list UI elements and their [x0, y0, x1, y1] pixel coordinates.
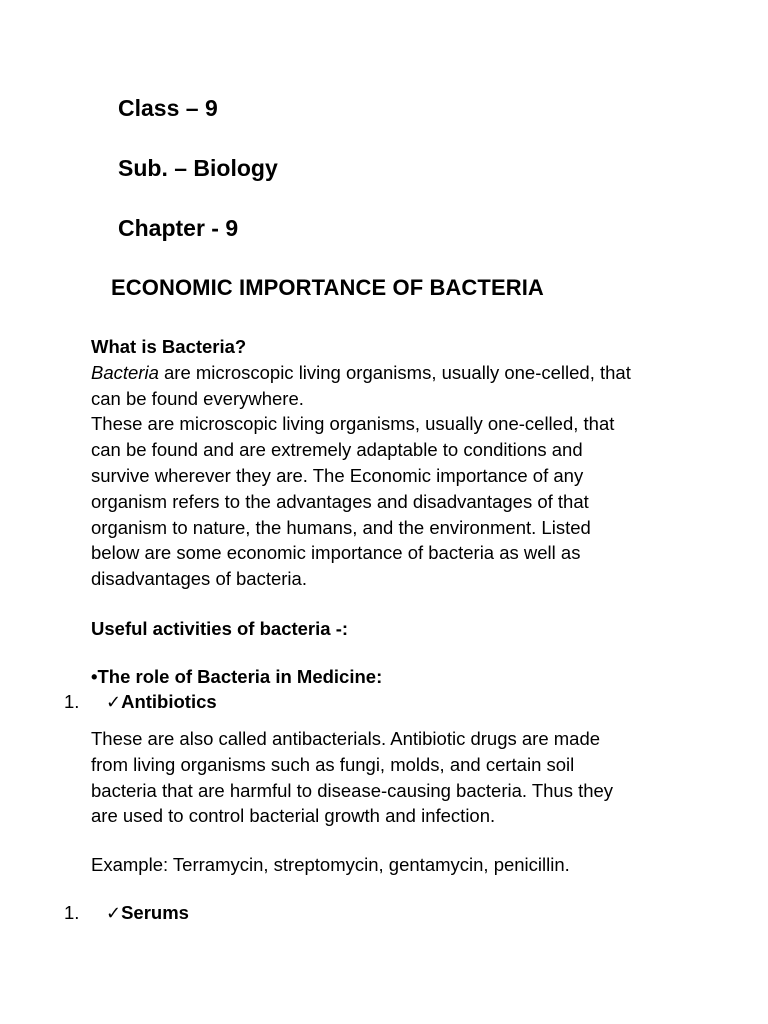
intro-section	[91, 334, 691, 592]
list-label: Antibiotics	[121, 691, 217, 712]
checkmark-icon: ✓	[106, 903, 122, 924]
intro-body-line: survive wherever they are. The Economic importance of any	[91, 464, 584, 486]
antibiotics-description	[91, 726, 691, 829]
intro-heading: What is Bacteria?	[91, 336, 247, 357]
definition-line-2: can be found everywhere.	[91, 387, 304, 409]
checkmark-icon: ✓	[106, 692, 122, 713]
antibiotics-line: are used to control bacterial growth and infection.	[91, 805, 496, 827]
medicine-heading: •The role of Bacteria in Medicine:	[91, 666, 383, 687]
definition-term: Bacteria	[91, 361, 159, 383]
antibiotics-line: bacteria that are harmful to disease-causing bacteria. Thus they	[91, 779, 614, 801]
intro-body-line: organism to nature, the humans, and the environment. Listed	[91, 516, 591, 538]
antibiotics-line: These are also called antibacterials. Antibiotic drugs are made	[91, 728, 601, 749]
antibiotics-example: Example: Terramycin, streptomycin, gentamycin, penicillin.	[91, 854, 570, 875]
list-item-serums	[64, 900, 189, 926]
antibiotics-line: from living organisms such as fungi, molds, and certain soil	[91, 753, 575, 775]
definition-line-1	[91, 360, 691, 386]
list-number: 1.	[64, 691, 80, 712]
class-heading: Class – 9	[118, 95, 218, 121]
chapter-heading: Chapter - 9	[118, 215, 239, 241]
intro-body-line: below are some economic importance of bacteria as well as	[91, 542, 581, 564]
intro-body-line: can be found and are extremely adaptable to conditions and	[91, 439, 583, 461]
list-number: 1.	[64, 902, 80, 923]
intro-body-line: These are microscopic living organisms, usually one-celled, that	[91, 413, 615, 435]
intro-body-line: disadvantages of bacteria.	[91, 568, 307, 590]
subject-heading: Sub. – Biology	[118, 155, 278, 181]
intro-body-line: organism refers to the advantages and disadvantages of that	[91, 490, 589, 512]
definition-rest: are microscopic living organisms, usually one-celled, that	[158, 361, 631, 383]
list-item-antibiotics	[64, 689, 217, 715]
document-title: ECONOMIC IMPORTANCE OF BACTERIA	[111, 275, 544, 300]
useful-activities-heading: Useful activities of bacteria -:	[91, 618, 349, 639]
list-label: Serums	[121, 902, 189, 923]
